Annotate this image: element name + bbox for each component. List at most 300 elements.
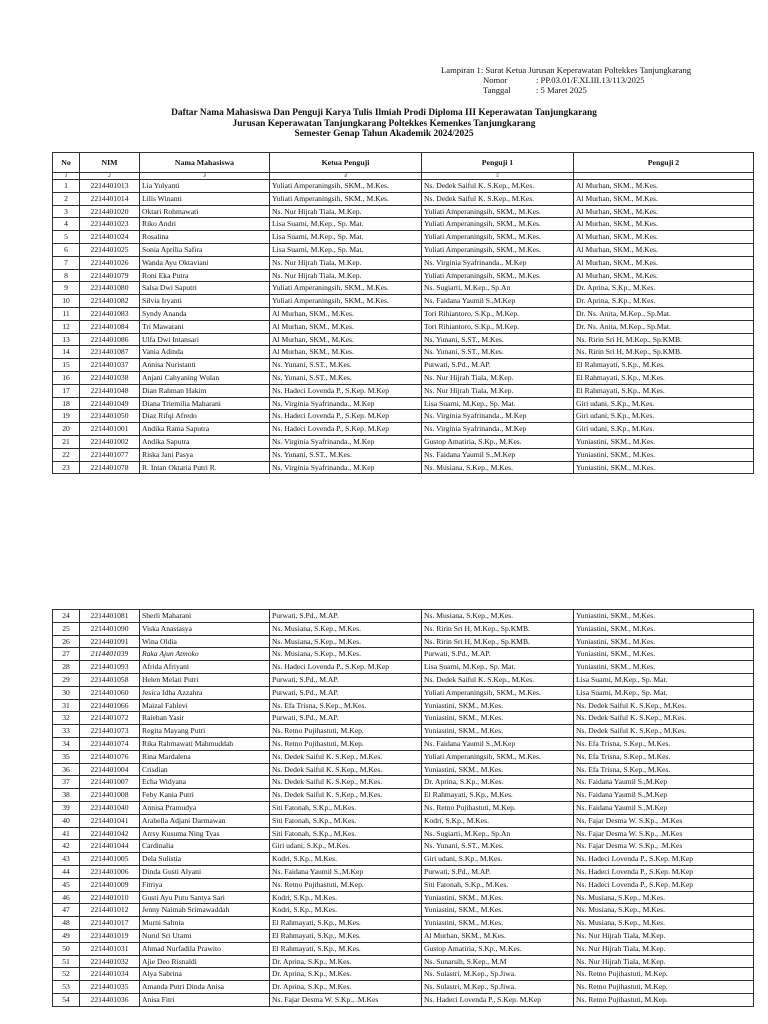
table-row [53, 397, 754, 410]
row-penguji-1: Giri udani, S.Kp., M.Kes. [422, 853, 574, 866]
table-row [53, 610, 754, 623]
table-row [53, 865, 754, 878]
row-ketua-penguji: Ns. Hadeci Lovenda P., S.Kep. M.Kep [270, 410, 422, 423]
row-nim: 2214401093 [80, 661, 140, 674]
row-nim: 2214401036 [80, 993, 140, 1006]
row-no: 22 [53, 448, 80, 461]
row-penguji-1: Yuniastini, SKM., M.Kes. [422, 712, 574, 725]
row-penguji-1: Yuliati Amperaningsih, SKM., M.Kes. [422, 243, 574, 256]
row-ketua-penguji: Ns. Musiana, S.Kep., M.Kes. [270, 622, 422, 635]
row-ketua-penguji: Dr. Aprina, S.Kp., M.Kes. [270, 981, 422, 994]
row-nama-mahasiswa: Silvia Iryanti [140, 295, 270, 308]
row-ketua-penguji: Ns. Retno Pujihastuti, M.Kep. [270, 737, 422, 750]
row-ketua-penguji: Kodri, S.Kp., M.Kes. [270, 853, 422, 866]
row-no: 34 [53, 737, 80, 750]
row-nim: 2214401023 [80, 218, 140, 231]
title-line-2: Jurusan Keperawatan Tanjungkarang Poltekkes Kemenkes Tanjungkarang [232, 118, 536, 129]
row-penguji-1: Dr. Aprina, S.Kp., M.Kes. [422, 776, 574, 789]
row-nama-mahasiswa: Ahmad Nurfadila Prawito [140, 942, 270, 955]
row-penguji-1: Tori Rihiantoro, S.Kp., M.Kep. [422, 320, 574, 333]
row-nama-mahasiswa: Vania Adinda [140, 346, 270, 359]
row-penguji-2: Al Murhan, SKM., M.Kes. [574, 231, 754, 244]
row-nim: 2214401008 [80, 789, 140, 802]
row-penguji-2: Ns. Retno Pujihastuti, M.Kep. [574, 968, 754, 981]
row-nim: 2214401087 [80, 346, 140, 359]
table-row [53, 320, 754, 333]
row-nim: 2214401034 [80, 968, 140, 981]
row-nim: 2214401073 [80, 725, 140, 738]
row-nama-mahasiswa: Regita Mayang Putri [140, 725, 270, 738]
row-no: 30 [53, 686, 80, 699]
row-ketua-penguji: Ns. Yunani, S.ST., M.Kes. [270, 448, 422, 461]
row-no: 35 [53, 750, 80, 763]
table-row [53, 282, 754, 295]
row-nim: 2214401080 [80, 282, 140, 295]
row-nim: 2214401091 [80, 635, 140, 648]
col-header-penguji2: Penguji 2 [574, 153, 754, 173]
table-row [53, 461, 754, 474]
row-penguji-1: Ns. Sulastri, M.Kep., Sp.Jiwa. [422, 968, 574, 981]
row-ketua-penguji: Ns. Virginia Syafrinanda., M.Kep [270, 435, 422, 448]
row-penguji-2: Al Murhan, SKM., M.Kes. [574, 180, 754, 193]
table-row [53, 968, 754, 981]
table-row [53, 256, 754, 269]
row-penguji-1: Ns. Virginia Syafrinanda., M.Kep [422, 256, 574, 269]
row-penguji-1: Ns. Virginia Syafrinanda., M.Kep [422, 423, 574, 436]
row-penguji-1: Siti Fatonah, S.Kp., M.Kes. [422, 878, 574, 891]
row-ketua-penguji: Al Murhan, SKM., M.Kes. [270, 320, 422, 333]
row-no: 37 [53, 776, 80, 789]
row-penguji-1: Yuliati Amperaningsih, SKM., M.Kes. [422, 269, 574, 282]
row-penguji-2: Al Murhan, SKM., M.Kes. [574, 192, 754, 205]
table-row [53, 218, 754, 231]
row-nama-mahasiswa: Afrida Afriyani [140, 661, 270, 674]
row-nama-mahasiswa: Crisdian [140, 763, 270, 776]
row-nim: 2214401014 [80, 192, 140, 205]
row-nim: 2214401072 [80, 712, 140, 725]
row-nim: 2214401009 [80, 878, 140, 891]
table-row [53, 942, 754, 955]
row-nim: 2214401090 [80, 622, 140, 635]
row-nim: 2214401035 [80, 981, 140, 994]
row-penguji-1: Yuniastini, SKM., M.Kes. [422, 699, 574, 712]
row-penguji-1: Purwati, S.Pd., M.AP. [422, 359, 574, 372]
nomor-value: : PP.03.01/F.XLIII.13/113/2025 [536, 75, 645, 85]
row-nama-mahasiswa: Dian Rahman Hakim [140, 384, 270, 397]
row-no: 3 [53, 205, 80, 218]
row-penguji-2: Ns. Retno Pujihastuti, M.Kep. [574, 993, 754, 1006]
row-nama-mahasiswa: R. Intan Oktaria Putri R. [140, 461, 270, 474]
col-header-nama: Nama Mahasiswa [140, 153, 270, 173]
table-row [53, 307, 754, 320]
table-row [53, 622, 754, 635]
row-ketua-penguji: Ns. Hadeci Lovenda P., S.Kep. M.Kep [270, 384, 422, 397]
row-penguji-1: Ns. Sulastri, M.Kep., Sp.Jiwa. [422, 981, 574, 994]
table-row [53, 231, 754, 244]
row-nim: 2214401060 [80, 686, 140, 699]
row-penguji-2: Yuniastini, SKM., M.Kes. [574, 448, 754, 461]
row-ketua-penguji: Ns. Dedek Saiful K. S.Kep., M.Kes. [270, 776, 422, 789]
row-no: 50 [53, 942, 80, 955]
row-nama-mahasiswa: Fitriya [140, 878, 270, 891]
row-nama-mahasiswa: Wina Oldia [140, 635, 270, 648]
row-nama-mahasiswa: Dinda Gusti Alyani [140, 865, 270, 878]
row-nama-mahasiswa: Jenny Naimah Srimawaddah [140, 904, 270, 917]
row-ketua-penguji: Ns. Dedek Saiful K. S.Kep., M.Kes. [270, 789, 422, 802]
row-no: 18 [53, 397, 80, 410]
row-nama-mahasiswa: Diana Triemilia Maharani [140, 397, 270, 410]
row-penguji-2: Ns. Hadeci Lovenda P., S.Kep. M.Kep [574, 853, 754, 866]
table-row [53, 763, 754, 776]
row-nama-mahasiswa: Raka Ajun Atmoko [140, 648, 270, 661]
row-nim: 2214401058 [80, 673, 140, 686]
row-nim: 2214401084 [80, 320, 140, 333]
row-nim: 2214401019 [80, 929, 140, 942]
col-index: 4 [270, 173, 422, 180]
row-penguji-2: Ns. Nur Hijrah Tiala, M.Kep. [574, 955, 754, 968]
row-penguji-2: El Rahmayati, S.Kp., M.Kes. [574, 371, 754, 384]
row-penguji-2: Ns. Musiana, S.Kep., M.Kes. [574, 891, 754, 904]
row-penguji-2: Ns. Musiana, S.Kep., M.Kes. [574, 904, 754, 917]
row-nama-mahasiswa: Sherli Maharani [140, 610, 270, 623]
row-nim: 2214401017 [80, 917, 140, 930]
row-penguji-1: Yuliati Amperaningsih, SKM., M.Kes. [422, 218, 574, 231]
row-ketua-penguji: El Rahmayati, S.Kp., M.Kes. [270, 917, 422, 930]
row-ketua-penguji: Ns. Faidana Yaumil S.,M.Kep [270, 865, 422, 878]
row-no: 23 [53, 461, 80, 474]
row-nama-mahasiswa: Rosalina [140, 231, 270, 244]
row-penguji-1: Ns. Ririn Sri H, M.Kep., Sp.KMB. [422, 622, 574, 635]
row-nim: 2214401037 [80, 359, 140, 372]
row-nama-mahasiswa: Wanda Ayu Oktaviani [140, 256, 270, 269]
row-ketua-penguji: Ns. Retno Pujihastuti, M.Kep. [270, 725, 422, 738]
table-row [53, 384, 754, 397]
row-nama-mahasiswa: Oktari Rohmawati [140, 205, 270, 218]
row-penguji-2: Dr. Aprina, S.Kp., M.Kes. [574, 282, 754, 295]
row-penguji-2: Ns. Faidana Yaumil S.,M.Kep [574, 801, 754, 814]
row-nim: 2214401041 [80, 814, 140, 827]
row-penguji-1: Yuniastini, SKM., M.Kes. [422, 917, 574, 930]
row-nim: 2214401002 [80, 435, 140, 448]
row-ketua-penguji: Purwati, S.Pd., M.AP. [270, 673, 422, 686]
row-nama-mahasiswa: Andika Saputra [140, 435, 270, 448]
row-no: 28 [53, 661, 80, 674]
row-nim: 2214401007 [80, 776, 140, 789]
examiner-table-page-1 [52, 152, 754, 474]
row-nim: 2214401050 [80, 410, 140, 423]
row-no: 36 [53, 763, 80, 776]
row-penguji-1: Ns. Dedek Saiful K. S.Kep., M.Kes. [422, 192, 574, 205]
row-nama-mahasiswa: Ajie Deo Risnaldi [140, 955, 270, 968]
table-row [53, 814, 754, 827]
nomor-row [441, 75, 691, 85]
row-nim: 2214401042 [80, 827, 140, 840]
table-row [53, 712, 754, 725]
row-penguji-2: Al Murhan, SKM., M.Kes. [574, 256, 754, 269]
table-row [53, 776, 754, 789]
row-nama-mahasiswa: Feby Kania Putri [140, 789, 270, 802]
row-ketua-penguji: Ns. Dedek Saiful K. S.Kep., M.Kes. [270, 750, 422, 763]
row-penguji-2: El Rahmayati, S.Kp., M.Kes. [574, 384, 754, 397]
row-ketua-penguji: Ns. Yunani, S.ST., M.Kes. [270, 359, 422, 372]
row-no: 29 [53, 673, 80, 686]
row-penguji-2: Ns. Retno Pujihastuti, M.Kep. [574, 981, 754, 994]
row-penguji-2: Yuniastini, SKM., M.Kes. [574, 461, 754, 474]
row-nim: 2214401079 [80, 269, 140, 282]
lampiran-line: Lampiran 1: Surat Ketua Jurusan Keperawatan Poltekkes Tanjungkarang [441, 65, 692, 75]
row-nim: 2214401001 [80, 423, 140, 436]
row-penguji-2: Giri udani, S.Kp., M.Kes. [574, 423, 754, 436]
row-no: 43 [53, 853, 80, 866]
row-penguji-2: Al Murhan, SKM., M.Kes. [574, 269, 754, 282]
table-row [53, 750, 754, 763]
row-no: 10 [53, 295, 80, 308]
row-nim: 2214401026 [80, 256, 140, 269]
row-ketua-penguji: Ns. Musiana, S.Kep., M.Kes. [270, 648, 422, 661]
row-penguji-2: Dr. Ns. Anita, M.Kep., Sp.Mat. [574, 307, 754, 320]
row-penguji-2: El Rahmayati, S.Kp., M.Kes. [574, 359, 754, 372]
row-nama-mahasiswa: Anisa Fitri [140, 993, 270, 1006]
row-ketua-penguji: Kodri, S.Kp., M.Kes. [270, 891, 422, 904]
row-penguji-1: Yuniastini, SKM., M.Kes. [422, 904, 574, 917]
row-nama-mahasiswa: Maizal Fahlevi [140, 699, 270, 712]
row-penguji-1: Ns. Ririn Sri H, M.Kep., Sp.KMB. [422, 635, 574, 648]
row-nama-mahasiswa: Amanda Putri Dinda Anisa [140, 981, 270, 994]
row-no: 53 [53, 981, 80, 994]
row-nama-mahasiswa: Viska Anastasya [140, 622, 270, 635]
row-ketua-penguji: Purwati, S.Pd., M.AP. [270, 712, 422, 725]
table-row [53, 737, 754, 750]
row-ketua-penguji: Ns. Hadeci Lovenda P., S.Kep. M.Kep [270, 661, 422, 674]
row-ketua-penguji: Yuliati Amperaningsih, SKM., M.Kes. [270, 192, 422, 205]
row-no: 27 [53, 648, 80, 661]
row-ketua-penguji: Al Murhan, SKM., M.Kes. [270, 307, 422, 320]
row-nama-mahasiswa: Rika Rahmawati Mahmuddah [140, 737, 270, 750]
row-nim: 2214401048 [80, 384, 140, 397]
row-nim: 2214401082 [80, 295, 140, 308]
row-nama-mahasiswa: Annisa Pramudya [140, 801, 270, 814]
row-ketua-penguji: Yuliati Amperaningsih, SKM., M.Kes. [270, 180, 422, 193]
row-nim: 2214401083 [80, 307, 140, 320]
table-row [53, 904, 754, 917]
row-penguji-2: Ns. Hadeci Lovenda P., S.Kep. M.Kep [574, 865, 754, 878]
col-header-no: No [53, 153, 80, 173]
row-ketua-penguji: Ns. Nur Hijrah Tiala, M.Kep. [270, 269, 422, 282]
row-nama-mahasiswa: Tri Mawarani [140, 320, 270, 333]
row-no: 45 [53, 878, 80, 891]
row-no: 54 [53, 993, 80, 1006]
row-penguji-1: Ns. Yunani, S.ST., M.Kes. [422, 840, 574, 853]
row-penguji-2: Yuniastini, SKM., M.Kes. [574, 610, 754, 623]
table-row [53, 205, 754, 218]
table-row [53, 295, 754, 308]
tanggal-row [441, 85, 691, 95]
row-penguji-2: Ns. Faidana Yaumil S.,M.Kep [574, 776, 754, 789]
row-penguji-2: Yuniastini, SKM., M.Kes. [574, 648, 754, 661]
row-penguji-2: Yuniastini, SKM., M.Kes. [574, 622, 754, 635]
row-ketua-penguji: Siti Fatonah, S.Kp., M.Kes. [270, 827, 422, 840]
row-penguji-1: Yuniastini, SKM., M.Kes. [422, 891, 574, 904]
row-penguji-1: Yuniastini, SKM., M.Kes. [422, 763, 574, 776]
col-index [574, 173, 754, 180]
row-nama-mahasiswa: Lia Yulyanti [140, 180, 270, 193]
row-no: 49 [53, 929, 80, 942]
row-ketua-penguji: Dr. Aprina, S.Kp., M.Kes. [270, 955, 422, 968]
row-no: 25 [53, 622, 80, 635]
row-nama-mahasiswa: Rina Mardalena [140, 750, 270, 763]
row-penguji-1: Purwati, S.Pd., M.AP. [422, 648, 574, 661]
row-no: 24 [53, 610, 80, 623]
row-penguji-1: Ns. Hadeci Lovenda P., S.Kep. M.Kep [422, 993, 574, 1006]
row-nama-mahasiswa: Alya Sabrina [140, 968, 270, 981]
row-no: 19 [53, 410, 80, 423]
row-ketua-penguji: Al Murhan, SKM., M.Kes. [270, 333, 422, 346]
row-ketua-penguji: Ns. Dedek Saiful K. S.Kep., M.Kes. [270, 763, 422, 776]
table-row [53, 981, 754, 994]
row-nim: 2214401081 [80, 610, 140, 623]
col-header-ketua: Ketua Penguji [270, 153, 422, 173]
row-no: 2 [53, 192, 80, 205]
row-penguji-2: Ns. Dedek Saiful K. S.Kep., M.Kes. [574, 712, 754, 725]
col-index: 5 [422, 173, 574, 180]
row-nim: 2214401040 [80, 801, 140, 814]
row-nim: 2214401049 [80, 397, 140, 410]
table-row [53, 333, 754, 346]
row-ketua-penguji: Lisa Suarni, M.Kep., Sp. Mat. [270, 218, 422, 231]
row-nama-mahasiswa: Andika Rama Saputra [140, 423, 270, 436]
row-nim: 2214401032 [80, 955, 140, 968]
table-row [53, 789, 754, 802]
row-ketua-penguji: Ns. Musiana, S.Kep., M.Kes. [270, 635, 422, 648]
row-no: 51 [53, 955, 80, 968]
row-penguji-2: Giri udani, S.Kp., M.Kes. [574, 397, 754, 410]
col-index: 1 [53, 173, 80, 180]
row-nim: 2214401076 [80, 750, 140, 763]
table-row [53, 853, 754, 866]
table-row [53, 243, 754, 256]
col-index: 3 [140, 173, 270, 180]
row-no: 39 [53, 801, 80, 814]
row-no: 20 [53, 423, 80, 436]
table-body-page-1 [53, 180, 754, 474]
document-title [0, 108, 768, 140]
row-penguji-2: Ns. Dedek Saiful K. S.Kep., M.Kes. [574, 699, 754, 712]
row-nama-mahasiswa: Helen Melati Putri [140, 673, 270, 686]
row-nama-mahasiswa: Gusti Ayu Putu Santya Sari [140, 891, 270, 904]
row-penguji-2: Ns. Dedek Saiful K. S.Kep., M.Kes. [574, 725, 754, 738]
row-penguji-1: Gustop Amatiria, S.Kp., M.Kes. [422, 435, 574, 448]
row-nama-mahasiswa: Echa Widyana [140, 776, 270, 789]
row-nim: 2214401086 [80, 333, 140, 346]
row-no: 6 [53, 243, 80, 256]
row-no: 48 [53, 917, 80, 930]
row-no: 8 [53, 269, 80, 282]
table-row [53, 635, 754, 648]
row-ketua-penguji: Ns. Hadeci Lovenda P., S.Kep. M.Kep [270, 423, 422, 436]
col-index: 2 [80, 173, 140, 180]
row-nim: 2214401010 [80, 891, 140, 904]
row-no: 38 [53, 789, 80, 802]
row-nim: 2214401025 [80, 243, 140, 256]
row-nama-mahasiswa: Arrsy Kusuma Ning Tyas [140, 827, 270, 840]
table-row [53, 929, 754, 942]
table-row [53, 725, 754, 738]
title-line-3: Semester Genap Tahun Akademik 2024/2025 [294, 129, 474, 139]
row-penguji-2: Ns. Ririn Sri H, M.Kep., Sp.KMB. [574, 346, 754, 359]
row-nim: 2214401013 [80, 180, 140, 193]
row-penguji-2: Ns. Efa Trisna, S.Kep., M.Kes. [574, 763, 754, 776]
row-penguji-1: Ns. Nur Hijrah Tiala, M.Kep. [422, 371, 574, 384]
table-row [53, 993, 754, 1006]
row-no: 26 [53, 635, 80, 648]
row-penguji-1: Ns. Musiana, S.Kep., M.Kes. [422, 461, 574, 474]
row-nim: 2214401031 [80, 942, 140, 955]
table-row [53, 435, 754, 448]
table-body-page-2 [53, 610, 754, 1007]
row-ketua-penguji: Lisa Suarni, M.Kep., Sp. Mat. [270, 243, 422, 256]
row-penguji-2: Yuniastini, SKM., M.Kes. [574, 435, 754, 448]
row-no: 32 [53, 712, 80, 725]
col-header-nim: NIM [80, 153, 140, 173]
row-ketua-penguji: Purwati, S.Pd., M.AP. [270, 686, 422, 699]
row-nim: 2214401044 [80, 840, 140, 853]
row-no: 4 [53, 218, 80, 231]
table-row [53, 346, 754, 359]
row-penguji-2: Ns. Musiana, S.Kep., M.Kes. [574, 917, 754, 930]
row-nim: 2214401024 [80, 231, 140, 244]
row-ketua-penguji: Siti Fatonah, S.Kp., M.Kes. [270, 814, 422, 827]
row-ketua-penguji: Ns. Efa Trisna, S.Kep., M.Kes. [270, 699, 422, 712]
row-ketua-penguji: Dr. Aprina, S.Kp., M.Kes. [270, 968, 422, 981]
row-no: 42 [53, 840, 80, 853]
table-row [53, 661, 754, 674]
row-penguji-2: Ns. Efa Trisna, S.Kep., M.Kes. [574, 750, 754, 763]
row-no: 9 [53, 282, 80, 295]
row-ketua-penguji: Lisa Suarni, M.Kep., Sp. Mat. [270, 231, 422, 244]
row-ketua-penguji: Purwati, S.Pd., M.AP. [270, 610, 422, 623]
row-penguji-1: Kodri, S.Kp., M.Kes. [422, 814, 574, 827]
row-nama-mahasiswa: Riko Andri [140, 218, 270, 231]
row-nim: 2114401039 [80, 648, 140, 661]
row-no: 11 [53, 307, 80, 320]
row-penguji-2: Dr. Aprina, S.Kp., M.Kes. [574, 295, 754, 308]
row-penguji-1: Ns. Retno Pujihastuti, M.Kep. [422, 801, 574, 814]
row-no: 12 [53, 320, 80, 333]
table-row [53, 448, 754, 461]
table-row [53, 269, 754, 282]
row-nama-mahasiswa: Arabella Adjani Darmawan [140, 814, 270, 827]
table-row [53, 840, 754, 853]
table-row [53, 917, 754, 930]
row-ketua-penguji: Kodri, S.Kp., M.Kes. [270, 904, 422, 917]
row-no: 52 [53, 968, 80, 981]
row-no: 17 [53, 384, 80, 397]
row-no: 1 [53, 180, 80, 193]
table-row [53, 410, 754, 423]
row-no: 7 [53, 256, 80, 269]
table-row [53, 192, 754, 205]
row-penguji-2: Lisa Suarni, M.Kep., Sp. Mat. [574, 673, 754, 686]
row-ketua-penguji: Yuliati Amperaningsih, SKM., M.Kes. [270, 295, 422, 308]
row-no: 44 [53, 865, 80, 878]
table-row [53, 827, 754, 840]
row-ketua-penguji: El Rahmayati, S.Kp., M.Kes. [270, 929, 422, 942]
row-penguji-1: Ns. Dedek Saiful K. S.Kep., M.Kes. [422, 673, 574, 686]
table-row [53, 423, 754, 436]
row-penguji-1: Al Murhan, SKM., M.Kes. [422, 929, 574, 942]
examiner-table-page-2 [52, 609, 754, 1007]
row-penguji-1: Ns. Sugiarti, M.Kep., Sp.An [422, 282, 574, 295]
